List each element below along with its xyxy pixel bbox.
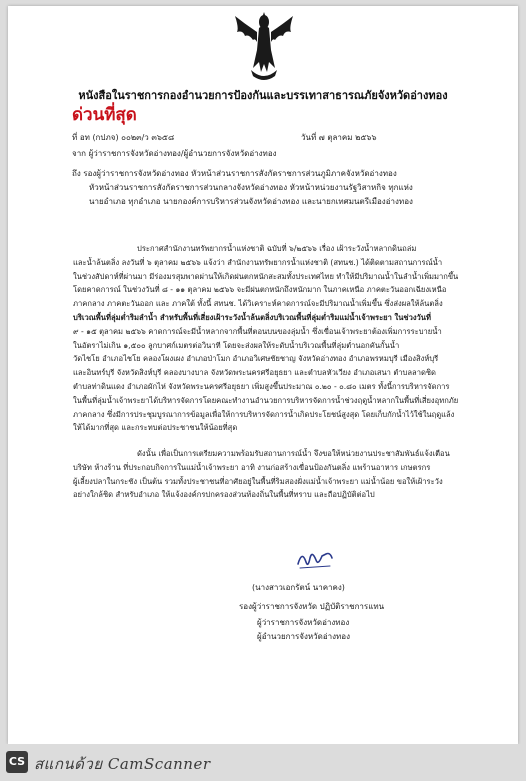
body-line: ให้ได้มากที่สุด และกระทบต่อประชาชนให้น้อยที่สุด xyxy=(73,423,238,433)
issuing-department: หนังสือในราชการกองอำนวยการป้องกันและบรรเทาสาธารณภัยจังหวัดอ่างทอง xyxy=(78,89,448,102)
camscanner-logo-icon: CS xyxy=(6,751,28,773)
recipients xyxy=(72,167,413,209)
body-line: ๙ - ๑๕ ตุลาคม ๒๕๖๖ คาดการณ์จะมีน้ำหลากจากพื้นที่ตอนบนของลุ่มน้ำ ซึ่งเขื่อนเจ้าพระยาต้องเพิ่มการระบายน้ำ xyxy=(73,326,442,336)
scanner-watermark-bar xyxy=(0,744,526,781)
document-date: วันที่ ๗ ตุลาคม ๒๕๖๖ xyxy=(301,133,377,142)
body-line: อย่างใกล้ชิด สำหรับอำเภอ ให้แจ้งองค์กรปกครองส่วนท้องถิ่นในพื้นที่ทราบ และถือปฏิบัติต่อไป xyxy=(73,490,375,500)
body-line: วัดไชโย อำเภอไชโย คลองโผงเผง อำเภอป่าโมก อำเภอวิเศษชัยชาญ จังหวัดอ่างทอง อำเภอพรหมบุรี เมืองสิงห์บุรี xyxy=(73,354,439,364)
signatory-name: (นางสาวเอกรัตน์ นาคาคง) xyxy=(252,583,345,592)
urgency-label: ด่วนที่สุด xyxy=(72,105,137,125)
body-paragraph-2 xyxy=(73,447,450,502)
garuda-emblem-icon xyxy=(231,10,297,82)
body-line: และอินทร์บุรี จังหวัดสิงห์บุรี คลองบางบาล จังหวัดพระนครศรีอยุธยา และตำบลหัวเวียง อำเภอเสนา ตำบลลาดชิด xyxy=(73,368,436,378)
body-line: และน้ำล้นตลิ่ง ลงวันที่ ๖ ตุลาคม ๒๕๖๖ แจ้งว่า สำนักงานทรัพยากรน้ำแห่งชาติ (สทนช.) ได้ติดตามสถานการณ์น้ำ xyxy=(73,257,443,267)
body-paragraph-1 xyxy=(73,242,458,435)
sender: จาก ผู้ว่าราชการจังหวัดอ่างทอง/ผู้อำนวยการจังหวัดอ่างทอง xyxy=(72,149,277,158)
body-line: ในช่วงสัปดาห์ที่ผ่านมา มีร่องมรสุมพาดผ่านให้เกิดฝนตกหนักสะสมทั้งประเทศไทย ทำให้มีปริมาณน้ำในลำน้ำเพิ่มมากขึ้น xyxy=(73,271,459,281)
recipient-line: ถึง รองผู้ว่าราชการจังหวัดอ่างทอง หัวหน้าส่วนราชการสังกัดราชการส่วนภูมิภาคจังหวัดอ่างทอง xyxy=(72,169,397,178)
recipient-line: นายอำเภอ ทุกอำเภอ นายกองค์การบริหารส่วนจังหวัดอ่างทอง และนายกเทศมนตรีเมืองอ่างทอง xyxy=(89,197,413,206)
body-line: ภาคกลาง ภาคตะวันออก และ ภาคใต้ ทั้งนี้ สทนช. ได้วิเคราะห์คาดการณ์จะมีปริมาณน้ำเพิ่มขึ้น ซึ่งส่งผลให้ล้นตลิ่ง xyxy=(73,299,443,309)
signatory-title: รองผู้ว่าราชการจังหวัด ปฏิบัติราชการแทน xyxy=(239,602,385,611)
handwritten-signature xyxy=(294,546,336,572)
document-page xyxy=(8,6,518,744)
body-line: ตำบลท่าดินแดง อำเภอผักไห่ จังหวัดพระนครศรีอยุธยา เพิ่มสูงขึ้นประมาณ ๐.๒๐ - ๐.๘๐ เมตร ทั้งนี้การบริหารจัดการ xyxy=(73,381,450,391)
signatory-title: ผู้ว่าราชการจังหวัดอ่างทอง xyxy=(257,618,350,627)
body-line: ผู้เลี้ยงปลาในกระชัง เป็นต้น รวมทั้งประชาชนที่อาศัยอยู่ในพื้นที่ริมสองฝั่งแม่น้ำเจ้าพระยา แม่น้ำน้อย ขอให้เฝ้าระวัง xyxy=(73,476,443,486)
body-line: ดังนั้น เพื่อเป็นการเตรียมความพร้อมรับสถานการณ์น้ำ จึงขอให้หน่วยงานประชาสัมพันธ์แจ้งเตือน xyxy=(137,449,450,458)
body-line: ภาคกลาง ซึ่งมีการประชุมบูรณาการข้อมูลเพื่อให้การบริหารจัดการน้ำเกิดประโยชน์สูงสุด โดยเก็บกักน้ำไว้ใช้ในฤดูแล้ง xyxy=(73,409,455,419)
camscanner-watermark: สแกนด้วย CamScanner xyxy=(34,755,211,773)
body-line: ในพื้นที่ลุ่มน้ำเจ้าพระยาได้บริหารจัดการโดยคณะทำงานอำนวยการบริหารจัดการน้ำช่วงฤดูน้ำหลากในพื้นที่เสี่ยงอุทกภัย xyxy=(73,395,459,405)
body-line: โดยคาดการณ์ ในช่วงวันที่ ๘ - ๑๑ ตุลาคม ๒๕๖๖ จะมีฝนตกหนักถึงหนักมาก ในภาคเหนือ ภาคตะวันออกเฉียงเหนือ xyxy=(73,285,447,295)
signatory-title: ผู้อำนวยการจังหวัดอ่างทอง xyxy=(257,632,351,641)
body-line: ในอัตราไม่เกิน ๑,๕๐๐ ลูกบาศก์เมตรต่อวินาที โดยจะส่งผลให้ระดับน้ำบริเวณพื้นที่ลุ่มต่ำนอกคันกั้นน้ำ xyxy=(73,340,400,350)
reference-number: ที่ อท (กปภจ) ๐๐๒๓/ว ๓๖๕๘ xyxy=(72,133,175,142)
body-line: ประกาศสำนักงานทรัพยากรน้ำแห่งชาติ ฉบับที่ ๖/๒๕๖๖ เรื่อง เฝ้าระวังน้ำหลากดินถล่ม xyxy=(137,244,417,253)
recipient-line: หัวหน้าส่วนราชการสังกัดราชการส่วนกลางจังหวัดอ่างทอง หัวหน้าหน่วยงานรัฐวิสาหกิจ ทุกแห่ง xyxy=(89,183,413,192)
body-line: บริษัท ห้างร้าน ที่ประกอบกิจการในแม่น้ำเจ้าพระยา อาทิ งานก่อสร้างเขื่อนป้องกันตลิ่ง แพร้านอาหาร เกษตรกร xyxy=(73,462,431,472)
body-line: บริเวณพื้นที่ลุ่มต่ำริมลำน้ำ สำหรับพื้นที่เสี่ยงเฝ้าระวังน้ำล้นตลิ่งบริเวณพื้นที่ลุ่มต่ำริมแม่น้ำเจ้าพระยา ในช่วงวันที่ xyxy=(73,312,432,322)
